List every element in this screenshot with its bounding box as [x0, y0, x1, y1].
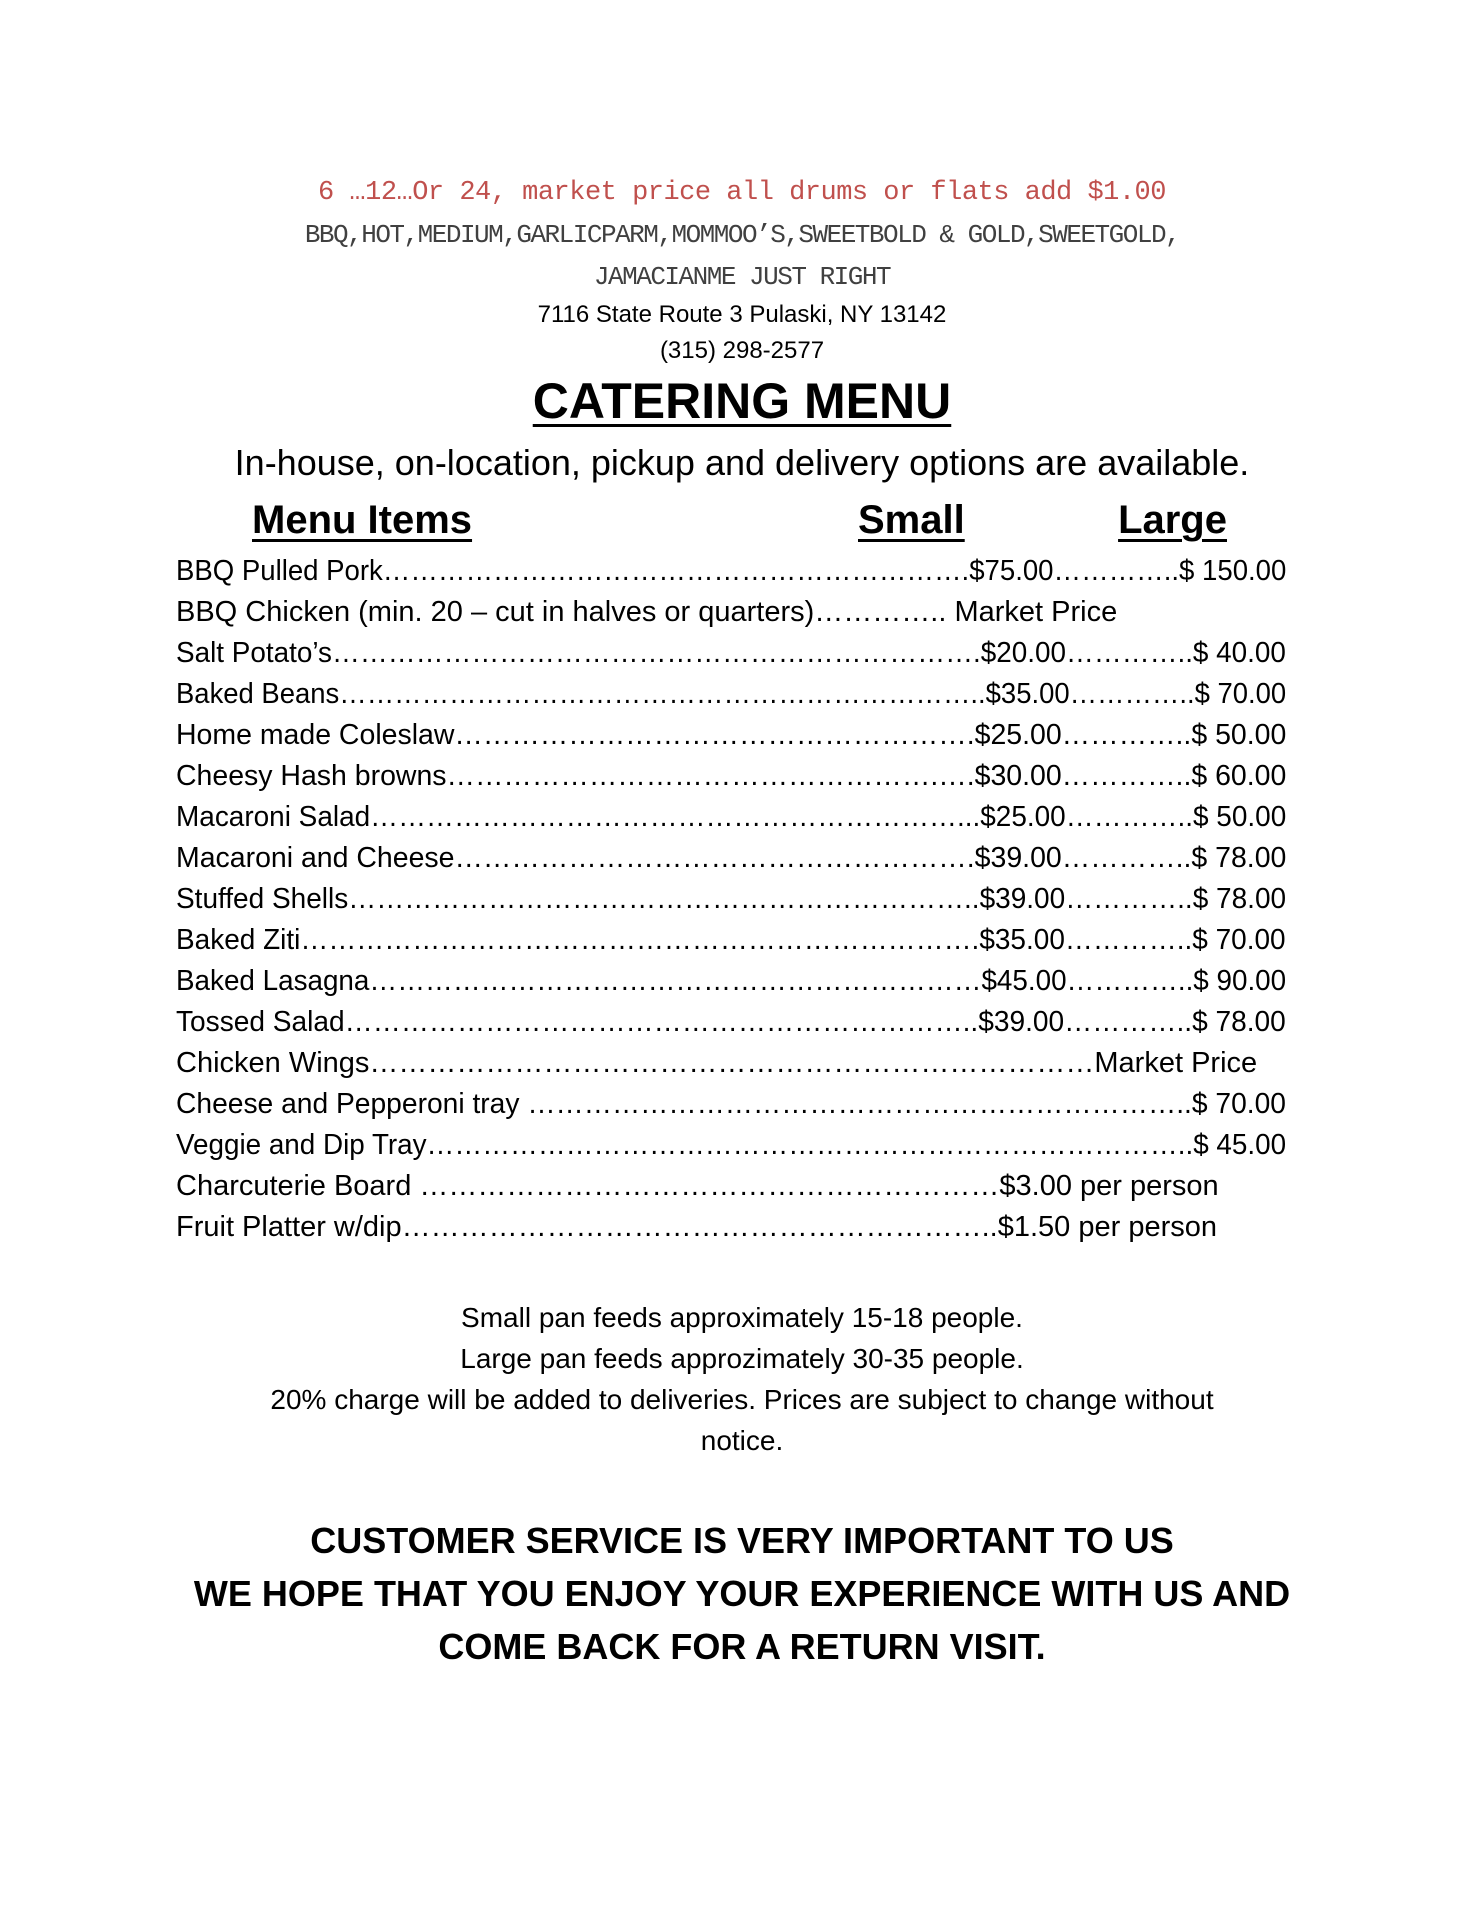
menu-item-text: Salt Potato’s…………………………………………………………….$20.00…………..$ 40.00 — [176, 637, 1286, 669]
menu-item-text: Charcuterie Board ……………………………………………………$3.00 per person — [176, 1170, 1219, 1202]
menu-item-text: Veggie and Dip Tray………………………………………………………………………..$ 45.00 — [176, 1129, 1287, 1161]
menu-item-text: Fruit Platter w/dip……………………………………………………..$1.50 per person — [176, 1211, 1218, 1243]
menu-item — [176, 837, 1307, 879]
menu-item-text: Baked Lasagna…………………………………………………………$45.00…………..$ 90.00 — [176, 965, 1287, 997]
address: 7116 State Route 3 Pulaski, NY 13142 — [537, 301, 947, 328]
menu-item — [176, 550, 1344, 592]
delivery-note-line-1: 20% charge will be added to deliveries. Prices are subject to change without — [270, 1384, 1214, 1415]
large-pan-note: Large pan feeds approzimately 30-35 people. — [460, 1343, 1024, 1374]
column-header-large: Large — [1118, 498, 1227, 542]
menu-item — [176, 919, 1327, 961]
closing-line-1: CUSTOMER SERVICE IS VERY IMPORTANT TO US — [310, 1520, 1174, 1561]
menu-item-text: Baked Beans……………………………………………………………..$35.00…………..$ 70.00 — [176, 678, 1287, 710]
column-header-small: Small — [858, 498, 965, 542]
menu-item — [176, 878, 1326, 920]
closing-line-3: COME BACK FOR A RETURN VISIT. — [438, 1626, 1046, 1667]
menu-item-text: Chicken Wings…………………………………………………………………Market Price — [176, 1047, 1258, 1079]
menu-item — [176, 1165, 1219, 1207]
menu-item — [176, 755, 1307, 797]
phone-number: (315) 298-2577 — [659, 337, 825, 364]
menu-item — [176, 632, 1331, 674]
menu-item — [176, 1124, 1333, 1166]
menu-item-text: BBQ Chicken (min. 20 – cut in halves or quarters)………….. Market Price — [176, 596, 1118, 628]
menu-item-text: Home made Coleslaw……………………………………………….$25.00…………..$ 50.00 — [176, 719, 1287, 751]
wing-flavors-line-1: BBQ,HOT,MEDIUM,GARLICPARM,MOMMOO’S,SWEETBOLD & GOLD,SWEETGOLD, — [304, 220, 1180, 250]
menu-item — [176, 673, 1349, 715]
page-title-text: CATERING MENU — [532, 373, 952, 429]
menu-item-text: Baked Ziti……………………………………………………………….$35.00…………..$ 70.00 — [176, 924, 1286, 956]
delivery-note-line-2: notice. — [700, 1425, 784, 1456]
menu-item-text: Cheesy Hash browns…………………………………………….….$30.00…………..$ 60.00 — [176, 760, 1287, 792]
menu-item-text: Stuffed Shells…………………………………………………………..$39.00…………..$ 78.00 — [176, 883, 1287, 915]
menu-item — [176, 1083, 1317, 1125]
small-pan-note: Small pan feeds approximately 15-18 people. — [461, 1302, 1023, 1333]
column-header-items: Menu Items — [252, 498, 473, 542]
service-options: In-house, on-location, pickup and delivery options are available. — [234, 442, 1250, 483]
menu-item — [176, 714, 1307, 756]
menu-item — [176, 1206, 1217, 1248]
page-title — [0, 372, 1484, 430]
closing-line-2: WE HOPE THAT YOU ENJOY YOUR EXPERIENCE WITH US AND — [193, 1573, 1291, 1614]
menu-item-text: Tossed Salad…………………………………………………………..$39.00…………..$ 78.00 — [176, 1006, 1286, 1038]
wing-flavors-line-2: JAMACIANME JUST RIGHT — [593, 262, 891, 292]
menu-item-text: Cheese and Pepperoni tray ……………………………………………………………..$ 70.00 — [176, 1088, 1286, 1120]
menu-item-text: BBQ Pulled Pork……………………………………………………….$75.00…………..$ 150.00 — [176, 555, 1287, 587]
menu-item — [176, 1042, 1257, 1084]
menu-item — [176, 1001, 1322, 1043]
menu-item-text: Macaroni Salad………………………………………………………...$25.00…………..$ 50.00 — [176, 801, 1287, 833]
menu-item — [176, 591, 1117, 633]
menu-item — [176, 796, 1328, 838]
wing-pricing-note: 6 …12…Or 24, market price all drums or flats add $1.00 — [318, 178, 1166, 208]
menu-item — [176, 960, 1333, 1002]
menu-item-text: Macaroni and Cheese……………………………………………….$39.00…………..$ 78.00 — [176, 842, 1287, 874]
